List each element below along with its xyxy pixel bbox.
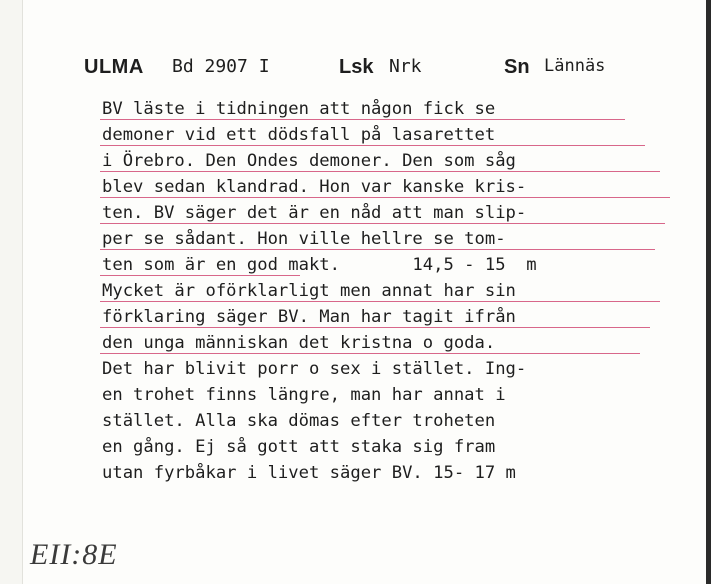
text-line: en trohet finns längre, man har annat i (102, 385, 506, 405)
text-line: utan fyrbåkar i livet säger BV. 15- 17 m (102, 463, 516, 483)
text-line: demoner vid ett dödsfall på lasarettet (102, 122, 682, 148)
text-line: Mycket är oförklarligt men annat har sin (102, 278, 682, 304)
text-line: Det har blivit porr o sex i stället. Ing- (102, 359, 527, 379)
record-text (102, 96, 682, 486)
text-line: en gång. Ej så gott att staka sig fram (102, 437, 496, 457)
card-right-edge (706, 0, 711, 584)
socken-value: Lännäs (544, 56, 606, 76)
text-line: stället. Alla ska dömas efter troheten (102, 411, 496, 431)
text-line: i Örebro. Den Ondes demoner. Den som såg (102, 148, 682, 174)
reference-number: Bd 2907 I (172, 56, 270, 77)
text-line: den unga människan det kristna o goda. (102, 330, 682, 356)
text-line: ten. BV säger det är en nåd att man slip- (102, 200, 682, 226)
card-header (84, 56, 674, 88)
text-line: per se sådant. Hon ville hellre se tom- (102, 226, 682, 252)
landskap-label: Lsk (339, 56, 374, 78)
text-line: förklaring säger BV. Man har tagit ifrån (102, 304, 682, 330)
text-line: blev sedan klandrad. Hon var kanske kris- (102, 174, 682, 200)
handwritten-classification: EII:8E (30, 538, 118, 571)
landskap-value: Nrk (389, 56, 422, 77)
text-line: BV läste i tidningen att någon fick se (102, 96, 682, 122)
socken-label: Sn (504, 56, 530, 78)
card-left-edge (0, 0, 23, 584)
text-line: ten som är en god makt. 14,5 - 15 m (102, 252, 682, 278)
archive-code: ULMA (84, 56, 144, 78)
